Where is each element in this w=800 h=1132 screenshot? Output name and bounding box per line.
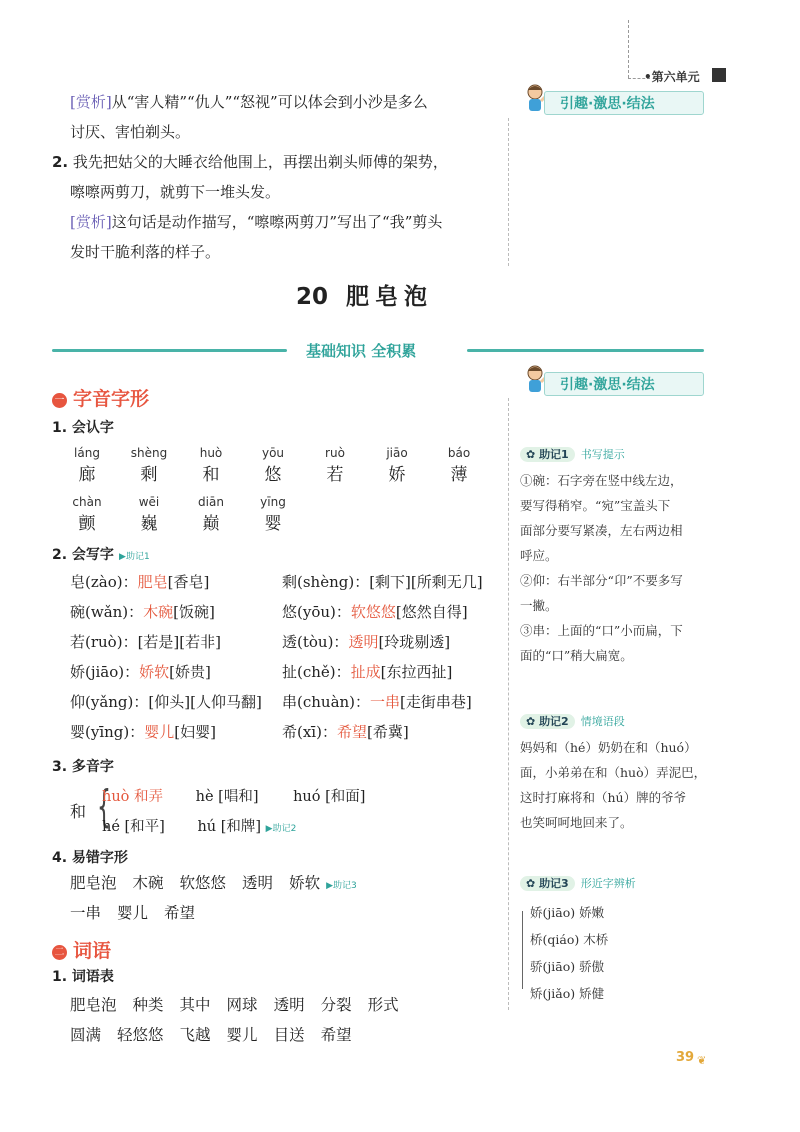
flower-icon: ✿ (526, 715, 536, 728)
lesson-number: 20 (296, 284, 329, 310)
write-rest: [若是][若非] (137, 633, 221, 651)
write-entry (282, 657, 502, 687)
hanzi: 若 (326, 465, 344, 485)
tree-stem (522, 911, 523, 989)
write-red: 木碗 (143, 603, 174, 621)
helper-line: 妈妈和（hé）奶奶在和（huó） (520, 740, 697, 755)
write-list-left (70, 567, 290, 747)
pinyin: yīng (260, 495, 286, 509)
write-entry (70, 597, 290, 627)
recognize-char (186, 495, 236, 534)
pinyin: láng (74, 446, 100, 460)
word: 飞越 (179, 1026, 211, 1044)
recognize-char (310, 446, 360, 485)
hanzi: 巅 (202, 514, 220, 534)
helper-line: 一撇。 (520, 598, 558, 613)
word: 分裂 (320, 996, 352, 1014)
write-rest: [希冀] (366, 723, 409, 741)
write-head: 扯(chě)： (282, 663, 351, 681)
word: 希望 (164, 904, 196, 922)
appreciation-text: 从“害人精”“仇人”“怒视”可以体会到小沙是多么 (111, 93, 428, 111)
word: 轻悠悠 (117, 1026, 164, 1044)
top-para-1b: 讨厌、害怕剃头。 (70, 123, 191, 141)
pinyin: diān (198, 495, 224, 509)
helper-ref[interactable]: ▶助记1 (119, 552, 150, 562)
recognize-char (434, 446, 484, 485)
word-row-2 (70, 1023, 368, 1045)
write-head: 希(xī)： (282, 723, 337, 741)
hanzi: 娇 (388, 465, 406, 485)
poly-item: hè [唱和] (195, 789, 259, 805)
write-entry (282, 627, 502, 657)
pinyin: ruò (325, 446, 345, 460)
write-head: 皂(zào)： (70, 573, 138, 591)
word: 目送 (273, 1026, 305, 1044)
section-1-header (52, 384, 149, 411)
word: 形式 (367, 996, 399, 1014)
poly-item: hú [和牌] (197, 819, 262, 835)
subheading-write (52, 544, 150, 564)
error-row-1 (70, 871, 357, 893)
side-banner-text: 引趣·激思·结法 (560, 96, 655, 112)
pinyin: chàn (72, 495, 102, 509)
appreciation-text: 这句话是动作描写，“嚓嚓两剪刀”写出了“我”剪头 (111, 213, 443, 231)
poly-item: huó [和面] (293, 789, 366, 805)
write-red: 娇软 (139, 663, 170, 681)
hanzi: 颤 (78, 514, 96, 534)
subheading-error-prone: 4. 易错字形 (52, 850, 128, 866)
flower-icon: ✿ (526, 448, 536, 461)
word: 种类 (132, 996, 164, 1014)
poly-item: huò 和弄 (102, 789, 164, 805)
helper-1 (520, 443, 710, 668)
word: 透明 (242, 874, 274, 892)
helper-body (520, 735, 710, 835)
write-rest: [走街串巷] (400, 693, 472, 711)
write-entry (70, 687, 290, 717)
helper-tab-label: 助记3 (539, 877, 569, 890)
poly-item: hé [和平] (102, 819, 165, 835)
helper-tab-label: 助记2 (539, 715, 569, 728)
helper-line: 桥(qiáo) 木桥 (530, 932, 609, 947)
polyphone-row-2 (102, 815, 296, 836)
helper-body (530, 899, 710, 1007)
write-red: 肥皂 (137, 573, 168, 591)
pinyin: yōu (261, 446, 285, 460)
top-para-1 (70, 87, 428, 117)
helper-ref[interactable]: ▶助记3 (326, 881, 357, 891)
write-red: 婴儿 (144, 723, 175, 741)
write-rest: [饭碗] (173, 603, 215, 621)
write-red: 透明 (348, 633, 379, 651)
write-entry (70, 717, 290, 747)
write-red: 扯成 (350, 663, 381, 681)
write-rest: [东拉西扯] (380, 663, 453, 681)
word: 肥皂泡 (70, 996, 117, 1014)
write-entry (70, 657, 290, 687)
section-badge: 一 (52, 393, 67, 408)
item-text: 我先把姑父的大睡衣给他围上，再摆出剃头师傅的架势， (72, 153, 448, 171)
helper-line: 面部分要写紧凑，左右两边相 (520, 523, 683, 538)
recognize-char (372, 446, 422, 485)
helper-line: 面，小弟弟在和（huò）弄泥巴， (520, 765, 707, 780)
page-number: 39 (676, 1050, 695, 1065)
write-red: 一串 (370, 693, 401, 711)
helper-line: 呼应。 (520, 548, 558, 563)
pinyin: huò (199, 446, 223, 460)
pinyin: báo (447, 446, 471, 460)
write-rest: [香皂] (167, 573, 210, 591)
write-red: 软悠悠 (350, 603, 396, 621)
hanzi: 悠 (264, 465, 282, 485)
section-2-header (52, 936, 111, 963)
flower-icon: ✿ (526, 877, 536, 890)
write-rest: [娇贵] (169, 663, 211, 681)
write-entry (282, 567, 502, 597)
write-head: 婴(yīng)： (70, 723, 145, 741)
pinyin: wēi (138, 495, 160, 509)
top-para-2b: 发时干脆利落的样子。 (70, 243, 221, 261)
helper-line: 面的“口”稍大扁宽。 (520, 648, 633, 663)
recognize-char (124, 495, 174, 534)
hanzi: 薄 (450, 465, 468, 485)
side-banner-text: 引趣·激思·结法 (560, 377, 655, 393)
helper-type: 书写提示 (580, 448, 625, 461)
helper-ref[interactable]: ▶助记2 (265, 824, 297, 834)
recognize-char (248, 446, 298, 485)
helper-3 (520, 872, 710, 1007)
helper-2 (520, 710, 710, 835)
write-rest: [剩下][所剩无几] (369, 573, 483, 591)
write-head: 娇(jiāo)： (70, 663, 140, 681)
recognize-char (62, 446, 112, 485)
appreciation-tag: [赏析] (70, 93, 112, 111)
write-head: 悠(yōu)： (282, 603, 351, 621)
write-entry (70, 567, 290, 597)
write-entry (282, 717, 502, 747)
hanzi: 和 (202, 465, 220, 485)
subheading-polyphone: 3. 多音字 (52, 759, 114, 775)
write-head: 若(ruò)： (70, 633, 138, 651)
brace: { (97, 781, 111, 832)
recognize-char (186, 446, 236, 485)
word: 网球 (226, 996, 258, 1014)
word-row-1 (70, 993, 415, 1015)
word: 希望 (320, 1026, 352, 1044)
pinyin: jiāo (386, 446, 408, 460)
header-bracket (628, 20, 630, 78)
write-rest: [悠然自得] (395, 603, 468, 621)
helper-line: 这时打麻将和（hú）牌的爷爷 (520, 790, 687, 805)
helper-tab (520, 447, 575, 462)
helper-type: 情境语段 (580, 715, 625, 728)
lesson-title (296, 278, 433, 311)
top-item-2b: 嚓嚓两剪刀，就剪下一堆头发。 (70, 183, 281, 201)
lesson-name: 肥皂泡 (346, 284, 434, 310)
side-column-divider-2 (508, 398, 510, 1010)
error-row-2 (70, 901, 211, 923)
word: 软悠悠 (179, 874, 227, 892)
polyphone-row-1 (102, 785, 365, 806)
subheading-text: 2. 会写字 (52, 547, 114, 563)
helper-tab (520, 714, 575, 729)
word: 肥皂泡 (70, 874, 117, 892)
hanzi: 剩 (140, 465, 158, 485)
hanzi: 婴 (264, 514, 282, 534)
write-list-right (282, 567, 502, 747)
recognize-char (124, 446, 174, 485)
write-rest: [仰头][人仰马翻] (148, 693, 262, 711)
write-head: 仰(yǎng)： (70, 693, 149, 711)
top-item-2 (52, 147, 448, 177)
write-rest: [妇婴] (174, 723, 216, 741)
helper-line: 娇(jiāo) 娇嫩 (530, 905, 605, 920)
write-head: 剩(shèng)： (282, 573, 370, 591)
section-title: 词语 (73, 940, 112, 962)
subheading-word-list: 1. 词语表 (52, 969, 114, 985)
word: 木碗 (132, 874, 164, 892)
unit-header: •第六单元 (644, 70, 700, 84)
word: 婴儿 (226, 1026, 258, 1044)
write-entry (282, 687, 502, 717)
word: 一串 (70, 904, 102, 922)
hanzi: 廊 (78, 465, 96, 485)
helper-tree (520, 899, 710, 1007)
pinyin: shèng (130, 446, 168, 460)
word: 其中 (179, 996, 211, 1014)
helper-line: 矫(jiǎo) 矫健 (530, 986, 605, 1001)
helper-line: 骄(jiāo) 骄傲 (530, 959, 605, 974)
hanzi: 巍 (140, 514, 158, 534)
helper-line: 也笑呵呵地回来了。 (520, 815, 633, 830)
helper-line: ②仰：右半部分“卬”不要多写 (520, 573, 683, 588)
write-entry (282, 597, 502, 627)
helper-line: ①碗：石字旁在竖中线左边， (520, 473, 683, 488)
helper-body (520, 468, 710, 668)
write-head: 碗(wǎn)： (70, 603, 144, 621)
write-red: 希望 (336, 723, 367, 741)
word: 婴儿 (117, 904, 149, 922)
top-para-2 (70, 207, 442, 237)
helper-line: 要写得稍窄。“宛”宝盖头下 (520, 498, 671, 513)
appreciation-tag: [赏析] (70, 213, 112, 231)
write-head: 透(tòu)： (282, 633, 349, 651)
helper-tab-label: 助记1 (539, 448, 569, 461)
word: 娇软 (289, 874, 321, 892)
word: 圆满 (70, 1026, 102, 1044)
side-column-divider (508, 118, 510, 266)
section-badge: 二 (52, 945, 67, 960)
leaf-icon: ❦ (697, 1054, 707, 1067)
recognize-char (62, 495, 112, 534)
recognize-char (248, 495, 298, 534)
recognize-row-2 (62, 495, 492, 535)
subheading-recognize: 1. 会认字 (52, 420, 114, 436)
helper-type: 形近字辨析 (580, 877, 636, 890)
section-title: 字音字形 (73, 388, 150, 410)
write-head: 串(chuàn)： (282, 693, 371, 711)
item-number: 2. (52, 153, 69, 171)
helper-tab (520, 876, 575, 891)
polyphone-block (70, 781, 470, 839)
helper-line: ③串：上面的“口”小而扁，下 (520, 623, 683, 638)
write-entry (70, 627, 290, 657)
word: 透明 (273, 996, 305, 1014)
recognize-row-1 (62, 446, 492, 486)
write-rest: [玲珑剔透] (378, 633, 451, 651)
section-banner (52, 339, 704, 361)
header-corner-bar (712, 68, 726, 82)
section-banner-text: 基础知识 全积累 (306, 342, 417, 360)
polyphone-char: 和 (70, 802, 87, 821)
